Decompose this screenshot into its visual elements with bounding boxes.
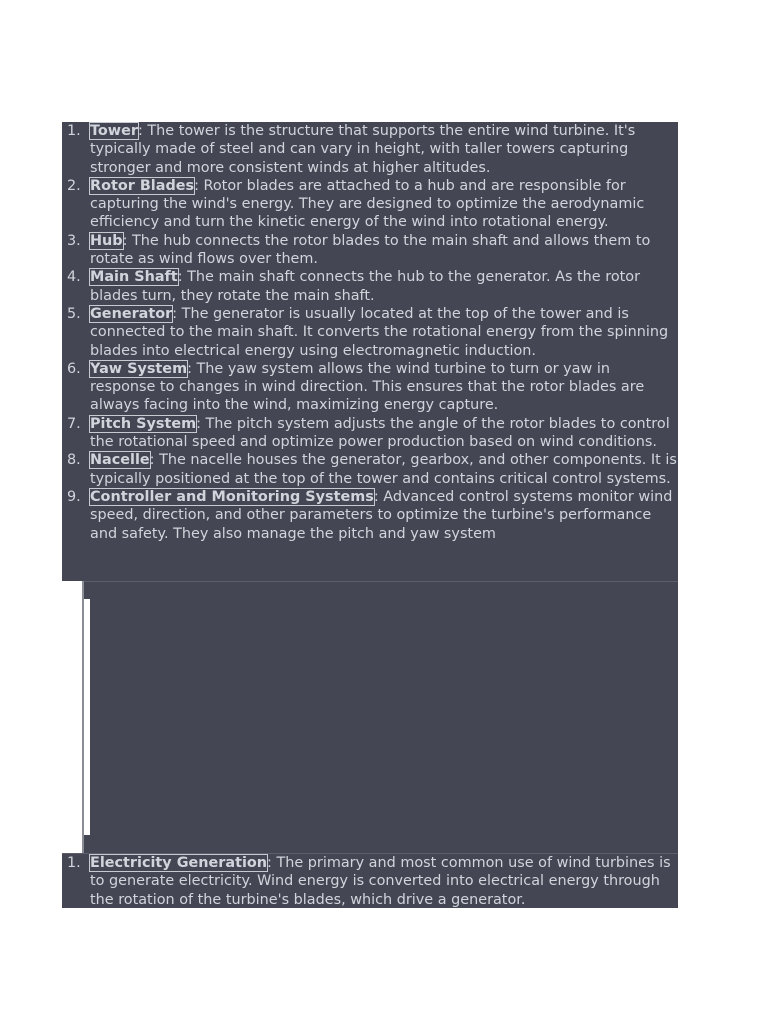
list-item-text: : The nacelle houses the generator, gearbox, and other components. It is typically positioned at the top of the tower and contains critical control systems. [90,452,677,487]
list-number: 1. [67,123,81,139]
list-item-text: : The main shaft connects the hub to the generator. As the rotor blades turn, they rotate the main shaft. [90,269,640,304]
term-rotor-blades: Rotor Blades [90,177,195,194]
list-item-rotor-blades [62,177,678,232]
term-main-shaft: Main Shaft [90,269,178,286]
components-list [62,122,678,543]
list-item-electricity-generation [62,854,678,908]
list-number: 3. [67,232,81,249]
uses-panel [62,853,678,908]
components-panel [62,122,678,581]
list-number: 5. [67,305,81,322]
list-item-text: : The primary and most common use of wind turbines is to generate electricity. Wind energy is converted into electrical energy through the rotation of the turbine's blades, which drive a generator. [90,855,671,908]
list-item-text: : The tower is the structure that supports the entire wind turbine. It's typically made of steel and can vary in height, with taller towers capturing stronger and more consistent winds at higher altitudes. [90,123,636,176]
list-item-nacelle [62,451,678,488]
term-controller-monitoring: Controller and Monitoring Systems [90,488,374,505]
term-generator: Generator [90,305,173,322]
term-tower: Tower [90,123,138,139]
panel-fill [84,581,678,853]
term-pitch-system: Pitch System [90,415,197,432]
term-hub: Hub [90,232,123,249]
list-item-text: : The hub connects the rotor blades to the main shaft and allows them to rotate as wind flows over them. [90,232,651,268]
list-item-text: : The generator is usually located at the top of the tower and is connected to the main shaft. It converts the rotational energy from the spinning blades into electrical energy using electromagnetic induction. [90,305,669,359]
list-number: 2. [67,177,81,194]
list-item-controller-monitoring [62,488,678,543]
term-nacelle: Nacelle [90,452,150,469]
list-number: 6. [67,360,81,377]
scroll-gap-bar [84,599,90,835]
list-item-text: : Advanced control systems monitor wind speed, direction, and other parameters to optimize the turbine's performance and safety. They also manage the pitch and yaw system [90,488,673,542]
blank-content-panel [62,581,678,853]
term-electricity-generation: Electricity Generation [90,855,268,871]
list-item-pitch-system [62,415,678,452]
list-number: 4. [67,269,81,286]
list-number: 7. [67,415,81,432]
list-number: 8. [67,452,81,469]
uses-list [62,854,678,908]
list-item-tower [62,122,678,177]
list-number: 1. [67,855,81,871]
list-item-hub [62,232,678,269]
list-item-text: : The pitch system adjusts the angle of the rotor blades to control the rotational speed and optimize power production based on wind conditions. [90,415,670,451]
list-item-text: : Rotor blades are attached to a hub and are responsible for capturing the wind's energy. They are designed to optimize the aerodynamic efficiency and turn the kinetic energy of the wind into rotational energy. [90,177,645,231]
list-item-generator [62,305,678,360]
list-item-text: : The yaw system allows the wind turbine to turn or yaw in response to changes in wind direction. This ensures that the rotor blades are always facing into the wind, maximizing energy capture. [90,360,645,414]
list-item-yaw-system [62,360,678,415]
term-yaw-system: Yaw System [90,360,188,377]
list-number: 9. [67,488,81,505]
list-item-main-shaft [62,268,678,305]
